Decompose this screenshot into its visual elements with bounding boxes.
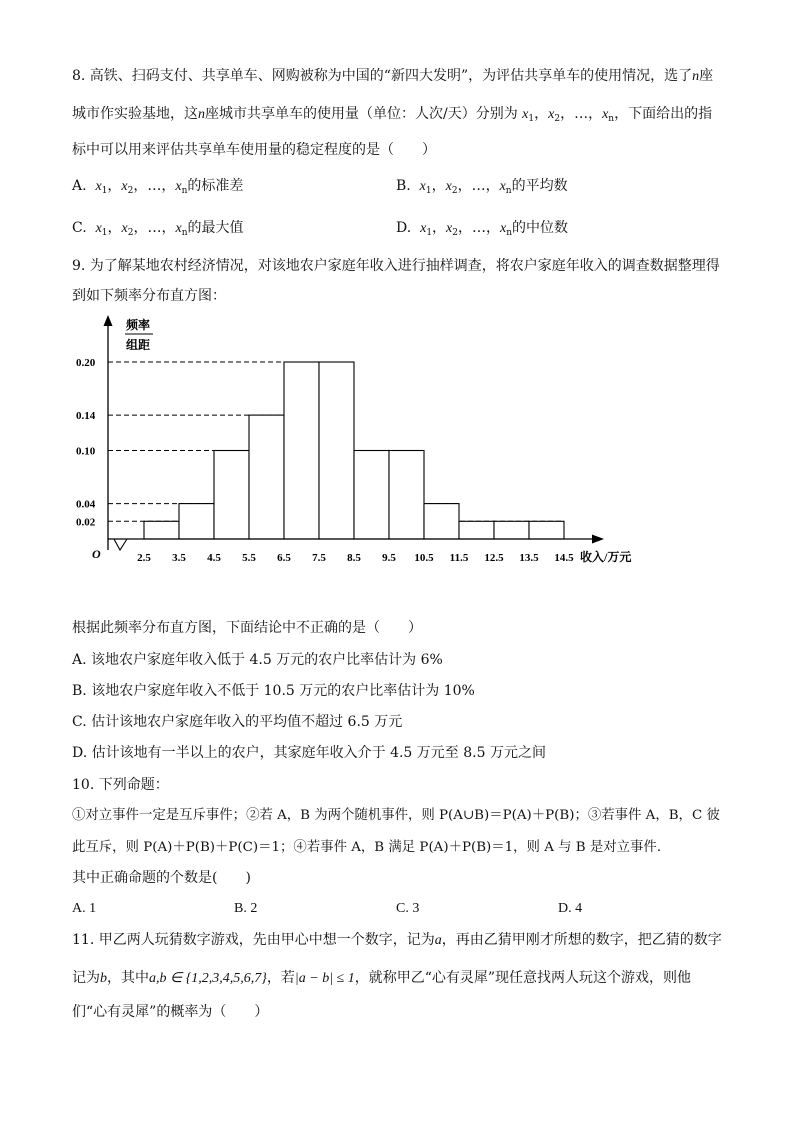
q9-question: 根据此频率分布直方图，下面结论中不正确的是（ ） [72,620,422,636]
q9-option-c[interactable]: C. 估计该地农户家庭年收入的平均值不超过 6.5 万元 [72,714,403,730]
q10-line-2: 此互斥，则 P(A)＋P(B)＋P(C)＝1；④若事件 A，B 满足 P(A)＋P(B)＝1，则 A 与 B 是对立事件． [72,840,671,855]
q9-line-2: 到如下频率分布直方图： [72,288,226,304]
x-tick-label: 13.5 [519,552,539,564]
q8-option-d[interactable]: D. $x_1$，$x_2$，…，$x_n$的中位数 [396,220,569,238]
x-tick-label: 5.5 [242,552,256,564]
q11-line-3: 们“心有灵犀”的概率为（ ） [72,1004,269,1020]
frequency-histogram [72,308,642,576]
q10-question: 其中正确命题的个数是( ) [72,870,251,886]
q9-line-1: 9. 为了解某地农村经济情况，对该地农户家庭年收入进行抽样调查，将农户家庭年收入的调查数据整理得 [72,258,720,274]
histogram-bar [144,521,179,539]
histogram-bar [249,415,284,539]
y-tick-labels [76,357,96,528]
histogram-bar [494,521,529,539]
histogram-bar [459,521,494,539]
x-tick-label: 10.5 [414,552,434,564]
histogram-bar [354,451,389,540]
q11-line-2: 记为b，其中a,b ∈ {1,2,3,4,5,6,7}，若|a − b| ≤ 1，就称甲乙“心有灵犀”现任意找两人玩这个游戏，则他 [72,970,692,986]
y-tick-label: 0.02 [76,516,96,529]
x-axis-label: 收入/万元 [580,550,632,564]
x-tick-label: 9.5 [382,552,396,564]
histogram-bar [214,451,249,540]
histogram-bar [389,451,424,540]
x-tick-label: 7.5 [312,552,326,564]
x-tick-label: 12.5 [484,552,504,564]
q8-line-3: 标中可以用来评估共享单车使用量的稳定程度的是（ ） [72,142,436,158]
histogram-bar [424,504,459,539]
q10-option-d[interactable]: D. 4 [558,901,583,916]
x-tick-label: 8.5 [347,552,361,564]
q8-option-b[interactable]: B. $x_1$，$x_2$，…，$x_n$的平均数 [396,178,568,196]
q9-option-b[interactable]: B. 该地农户家庭年收入不低于 10.5 万元的农户比率估计为 10% [72,683,475,699]
q8-option-a[interactable]: A. $x_1$，$x_2$，…，$x_n$的标准差 [72,178,244,196]
q9-option-d[interactable]: D. 估计该地有一半以上的农户，其家庭年收入介于 4.5 万元至 8.5 万元之间 [72,745,546,761]
x-tick-labels [137,552,574,564]
y-tick-label: 0.20 [76,357,96,369]
x-tick-label: 11.5 [449,552,469,564]
y-tick-label: 0.04 [76,498,96,511]
histogram-bar [179,504,214,539]
y-tick-label: 0.14 [76,410,96,423]
q11-abs-expression: |a − b| ≤ 1 [294,971,355,986]
q8-option-c[interactable]: C. $x_1$，$x_2$，…，$x_n$的最大值 [72,220,244,238]
q10-option-a[interactable]: A. 1 [72,901,97,916]
q8-line-1: 8. 高铁、扫码支付、共享单车、网购被称为中国的“新四大发明”，为评估共享单车的使用情况，选了n座 [72,68,714,84]
histogram-bar [284,362,319,539]
q8-line-2: 城市作实验基地，这n座城市共享单车的使用量（单位：人次/天）分别为 $x_1$，$x_2$，…，$x_n$，下面给出的指 [72,106,713,124]
q11-line-1: 11. 甲乙两人玩猜数字游戏，先由甲心中想一个数字，记为a，再由乙猜甲刚才所想的数字，把乙猜的数字 [72,932,722,948]
x-axis-arrow [592,535,604,544]
q9-option-a[interactable]: A. 该地农户家庭年收入低于 4.5 万元的农户比率估计为 6% [72,652,443,668]
q10-line-1: ①对立事件一定是互斥事件；②若 A，B 为两个随机事件，则 P(A∪B)＝P(A)＋P(B)；③若事件 A，B，C 彼 [72,808,720,823]
q11-set-expression: a,b ∈ {1,2,3,4,5,6,7} [149,971,267,986]
x-tick-label: 4.5 [207,552,221,564]
q10-option-c[interactable]: C. 3 [396,901,420,916]
q10-title: 10. 下列命题： [72,777,169,793]
x-tick-label: 6.5 [277,552,291,564]
origin-label: O [92,547,101,561]
y-axis-label-bottom: 组距 [126,338,151,352]
y-tick-label: 0.10 [76,445,96,458]
x-tick-label: 3.5 [172,552,186,564]
y-axis-label-top: 频率 [126,318,151,332]
x-tick-label: 2.5 [137,552,151,564]
histogram-bar [319,362,354,539]
y-axis-arrow [104,315,113,326]
histogram-bar [529,521,564,539]
q10-option-b[interactable]: B. 2 [234,901,258,916]
x-tick-label: 14.5 [554,552,574,564]
x-axis-break [108,539,132,550]
q8-sequence: $x_1$，$x_2$，…，$x_n$ [522,106,615,124]
